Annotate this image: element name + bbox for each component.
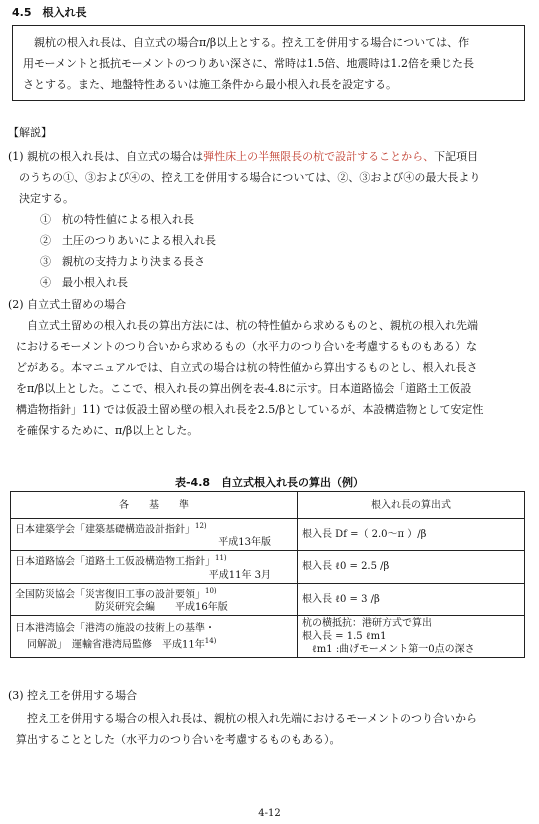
reference-number: 14) xyxy=(204,636,217,645)
table-row xyxy=(11,551,525,583)
item1-line3: 決定する。 xyxy=(19,192,74,205)
item3-heading: (3) 控え工を併用する場合 xyxy=(8,689,138,702)
table-header-formula: 根入れ長の算出式 xyxy=(298,492,525,519)
table-row xyxy=(11,519,525,551)
root-length-table xyxy=(10,491,525,658)
formula-cell xyxy=(298,615,525,657)
box-line-3: さとする。また、地盤特性あるいは施工条件から最小根入れ長を設定する。 xyxy=(23,78,397,91)
formula-line: 根入長 = 1.5 ℓm1 xyxy=(302,630,387,642)
standard-edition: 平成11年 3月 xyxy=(208,569,271,581)
box-line-1: 親杭の根入れ長は、自立式の場合π/β以上とする。控え工を併用する場合については、作 xyxy=(23,36,470,49)
standard-edition: 防災研究会編 平成16年版 xyxy=(95,601,228,613)
standard-edition: 平成13年版 xyxy=(218,537,271,549)
item3-line-2: 算出することとした（水平力のつり合いを考慮するものもある）。 xyxy=(16,733,341,746)
item2-line-3: どがある。本マニュアルでは、自立式の場合は杭の特性値から算出するものとし、根入れ長さ xyxy=(16,361,478,374)
formula-line: 杭の横抵抗：港研方式で算出 xyxy=(302,617,432,629)
item1-line1-highlight: 弾性床上の半無限長の杭で設計することから、 xyxy=(203,150,435,163)
formula-cell xyxy=(298,583,525,615)
standard-cell xyxy=(11,583,298,615)
item2-line-5: 構造物指針」11) では仮設土留め壁の根入れ長を2.5/βとしているが、本設構造物として安定性 xyxy=(16,403,484,416)
list-item-3: ③ 親杭の支持力より決まる長さ xyxy=(40,255,205,268)
requirement-box xyxy=(12,25,525,101)
table-row xyxy=(11,615,525,657)
item1-line1 xyxy=(8,150,478,164)
table-row xyxy=(11,583,525,615)
formula-line: 根入長 ℓ0 = 3 /β xyxy=(302,593,380,605)
formula-cell xyxy=(298,551,525,583)
standard-name: 日本港湾協会「港湾の施設の技術上の基準・ xyxy=(15,622,215,634)
standard-name: 日本建築学会「建築基礎構造設計指針」 xyxy=(15,524,195,536)
standard-name: 日本道路協会「道路土工仮設構造物工指針」 xyxy=(15,556,215,568)
section-title: 4.5 根入れ長 xyxy=(12,6,87,19)
formula-line: 根入長 Df =（ 2.0〜π ）/β xyxy=(302,529,427,541)
reference-number: 12) xyxy=(195,522,207,530)
formula-line: 根入長 ℓ0 = 2.5 /β xyxy=(302,561,390,573)
item3-line-1: 控え工を併用する場合の根入れ長は、親杭の根入れ先端におけるモーメントのつり合いから xyxy=(16,712,478,725)
item1-line2: のうちの①、③および④の、控え工を併用する場合については、②、③および④の最大長より xyxy=(19,171,481,184)
item1-line1-pre: (1) 親杭の根入れ長は、自立式の場合は xyxy=(8,150,204,163)
list-item-1: ① 杭の特性値による根入れ長 xyxy=(40,213,194,226)
standard-cell xyxy=(11,615,298,657)
list-item-2: ② 土圧のつりあいによる根入れ長 xyxy=(40,234,216,247)
item2-line-2: におけるモーメントのつり合いから求めるもの（水平力のつり合いを考慮するものもある）な xyxy=(16,340,478,353)
standard-edition: 同解説」 運輸省港湾局監修 平成11年 xyxy=(27,639,205,651)
item2-line-6: を確保するために、π/β以上とした。 xyxy=(16,424,199,437)
standard-cell xyxy=(11,519,298,551)
commentary-heading: 【解説】 xyxy=(8,126,52,139)
formula-cell xyxy=(298,519,525,551)
item2-line-4: をπ/β以上とした。ここで、根入れ長の算出例を表-4.8に示す。日本道路協会「道路土工仮設 xyxy=(16,382,472,395)
page-number: 4-12 xyxy=(258,808,281,819)
item2-heading: (2) 自立式土留めの場合 xyxy=(8,298,127,311)
list-item-4: ④ 最小根入れ長 xyxy=(40,276,128,289)
standard-name: 全国防災協会「災害復旧工事の設計要領」 xyxy=(15,588,205,600)
table-caption: 表-4.8 自立式根入れ長の算出（例） xyxy=(174,476,365,489)
reference-number: 10) xyxy=(205,586,217,595)
reference-number: 11) xyxy=(215,554,227,563)
table-header-row xyxy=(11,492,525,519)
standard-cell xyxy=(11,551,298,583)
table-header-standard: 各 基 準 xyxy=(11,492,298,519)
item2-line-1: 自立式土留めの根入れ長の算出方法には、杭の特性値から求めるものと、親杭の根入れ先端 xyxy=(16,319,478,332)
item1-line1-post: 下記項目 xyxy=(434,150,479,163)
box-line-2: 用モーメントと抵抗モーメントのつりあい深さに、常時は1.5倍、地震時は1.2倍を乗じた長 xyxy=(23,57,475,70)
formula-line: ℓm1 :曲げモーメント第一0点の深さ xyxy=(312,643,475,655)
